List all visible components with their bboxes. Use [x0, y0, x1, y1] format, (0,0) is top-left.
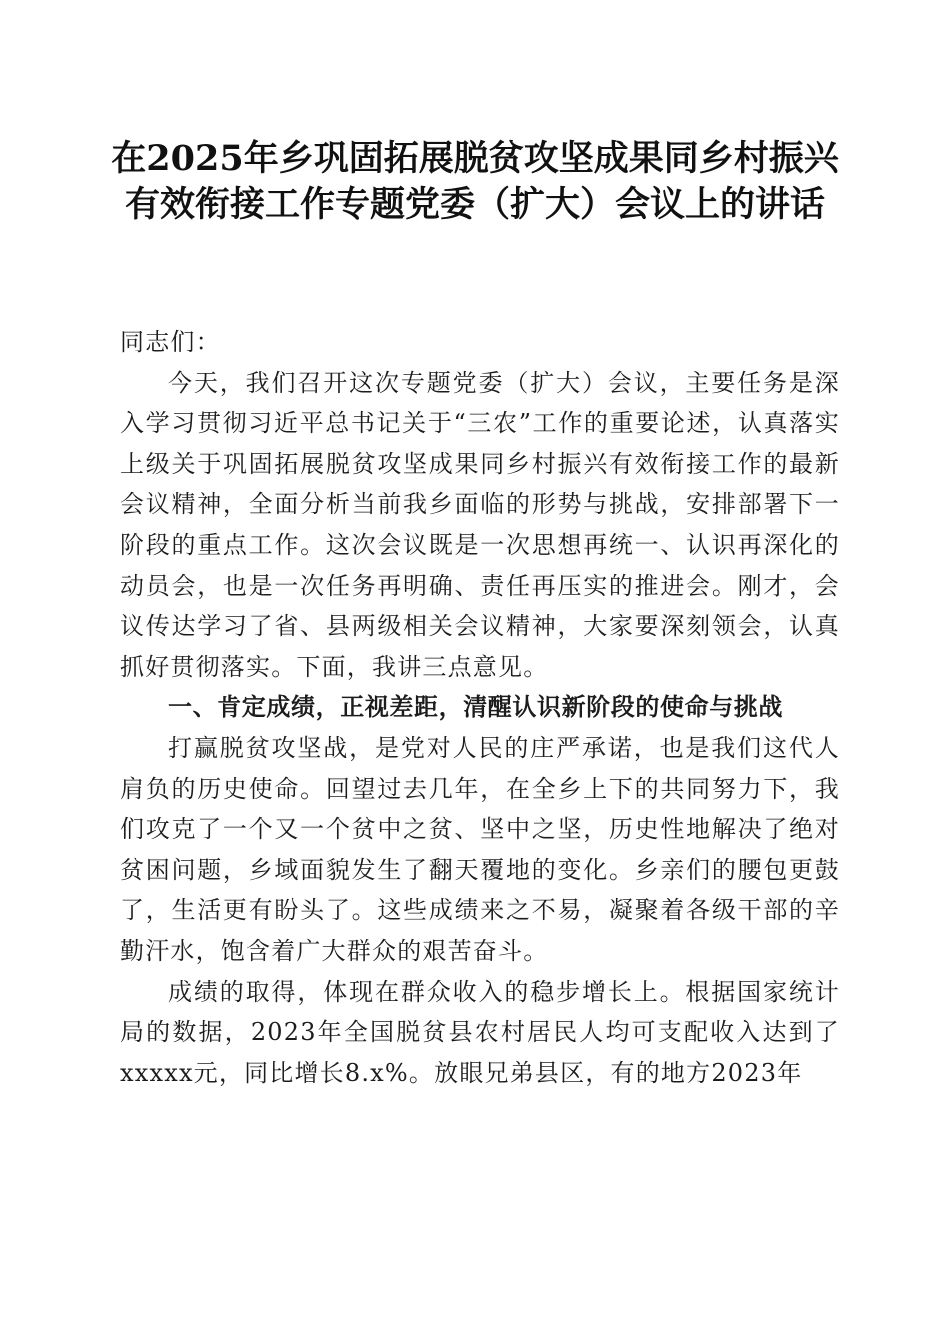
body-paragraph: 成绩的取得，体现在群众收入的稳步增长上。根据国家统计局的数据，2023年全国脱贫县农村居民人均可支配收入达到了xxxxx元，同比增长8.x%。放眼兄弟县区，有的地方2023年 [120, 977, 840, 1087]
section-heading: 一、肯定成绩，正视差距，清醒认识新阶段的使命与挑战 [168, 693, 783, 722]
body-paragraph: 打赢脱贫攻坚战，是党对人民的庄严承诺，也是我们这代人肩负的历史使命。回望过去几年，在全乡上下的共同努力下，我们攻克了一个又一个贫中之贫、坚中之坚，历史性地解决了绝对贫困问题，乡域面貌发生了翻天覆地的变化。乡亲们的腰包更鼓了，生活更有盼头了。这些成绩来之不易，凝聚着各级干部的辛勤汗水，饱含着广大群众的艰苦奋斗。 [120, 733, 840, 965]
document-body [120, 322, 840, 1093]
salutation: 同志们： [120, 328, 221, 356]
document-title: 在2025年乡巩固拓展脱贫攻坚成果同乡村振兴有效衔接工作专题党委（扩大）会议上的讲话 [111, 138, 839, 225]
intro-paragraph: 今天，我们召开这次专题党委（扩大）会议，主要任务是深入学习贯彻习近平总书记关于“三农”工作的重要论述，认真落实上级关于巩固拓展脱贫攻坚成果同乡村振兴有效衔接工作的最新会议精神，全面分析当前我乡面临的形势与挑战，安排部署下一阶段的重点工作。这次会议既是一次思想再统一、认识再深化的动员会，也是一次任务再明确、责任再压实的推进会。刚才，会议传达学习了省、县两级相关会议精神，大家要深刻领会，认真抓好贯彻落实。下面，我讲三点意见。 [120, 368, 840, 681]
